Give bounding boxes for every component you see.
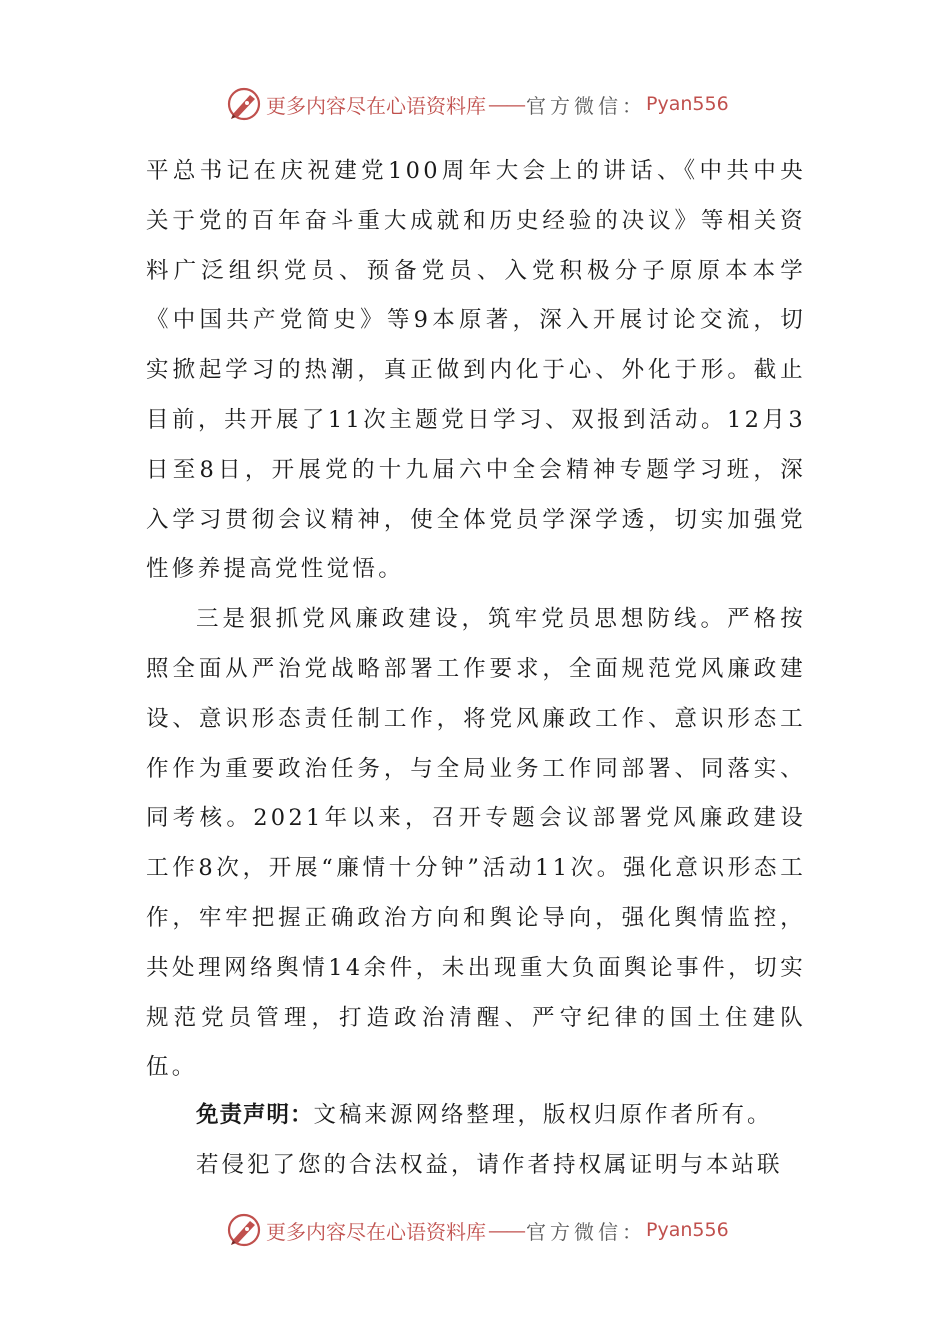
footer-wechat-id: Pyan556 (646, 1219, 729, 1241)
disclaimer-line-1 (196, 1090, 808, 1140)
footer-banner (226, 1210, 729, 1250)
header-banner (226, 84, 729, 124)
banner-dash: —— (488, 92, 524, 116)
pen-nib-logo-icon (226, 86, 262, 122)
pen-nib-logo-icon (226, 1212, 262, 1248)
disclaimer-text-1: 文稿来源网络整理，版权归原作者所有。 (313, 1102, 773, 1128)
disclaimer (196, 1090, 808, 1190)
banner-wechat-label: 官方微信： (526, 93, 646, 118)
disclaimer-label: 免责声明： (196, 1102, 314, 1128)
footer-wechat-label: 官方微信： (526, 1219, 646, 1244)
footer-dash: —— (488, 1218, 524, 1242)
body-paragraph-1: 平总书记在庆祝建党100周年大会上的讲话、《中共中央关于党的百年奋斗重大成就和历史经验的决议》等相关资料广泛组织党员、预备党员、入党积极分子原原本本学《中国共产党简史》等9本原著，深入开展讨论交流，切实掀起学习的热潮，真正做到内化于心、外化于形。截止目前，共开展了11次主题党日学习、双报到活动。12月3日至8日，开展党的十九届六中全会精神专题学习班，深入学习贯彻会议精神，使全体党员学深学透，切实加强党性修养提高党性觉悟。 (146, 158, 806, 583)
banner-library-text: 更多内容尽在心语资料库 (266, 93, 486, 118)
body-paragraph-2: 三是狠抓党风廉政建设，筑牢党员思想防线。严格按照全面从严治党战略部署工作要求，全面规范党风廉政建设、意识形态责任制工作，将党风廉政工作、意识形态工作作为重要政治任务，与全局业务工作同部署、同落实、同考核。2021年以来，召开专题会议部署党风廉政建设工作8次，开展“廉情十分钟”活动11次。强化意识形态工作，牢牢把握正确政治方向和舆论导向，强化舆情监控，共处理网络舆情14余件，未出现重大负面舆论事件，切实规范党员管理，打造政治清醒、严守纪律的国土住建队伍。 (146, 606, 806, 1081)
disclaimer-text-2: 若侵犯了您的合法权益，请作者持权属证明与本站联 (196, 1152, 783, 1178)
footer-library-text: 更多内容尽在心语资料库 (266, 1219, 486, 1244)
document-body (146, 147, 806, 1093)
banner-wechat-id: Pyan556 (646, 93, 729, 115)
